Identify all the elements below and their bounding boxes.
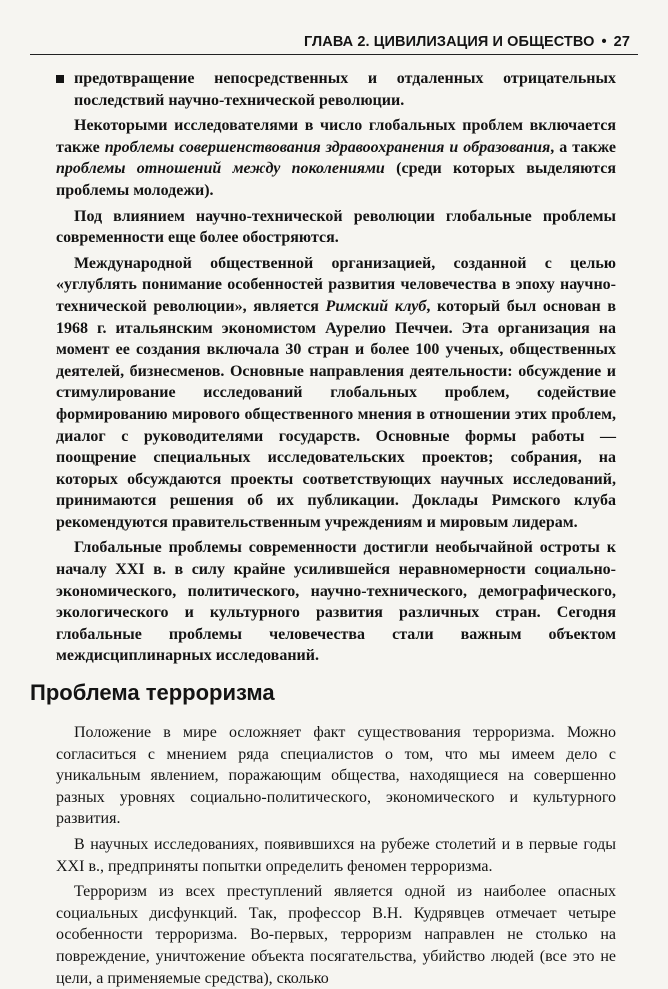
chapter-title: ГЛАВА 2. ЦИВИЛИЗАЦИЯ И ОБЩЕСТВО <box>304 34 595 50</box>
page-number: 27 <box>613 34 630 50</box>
square-bullet-icon <box>56 75 64 83</box>
emphasis-health-education: проблемы совершенствования здравоохранения и образования <box>104 138 551 156</box>
section-heading: Проблема терроризма <box>30 680 275 705</box>
running-header-text <box>304 34 630 50</box>
paragraph: Некоторыми исследователями в число глобальных проблем включается также проблемы совершенствования здравоохранения и образования, а также проблемы отношений между поколениями (среди которых выделяются проблемы молодежи). <box>56 117 617 199</box>
paragraph: Под влиянием научно-технической революции глобальные проблемы современности еще более обостряются. <box>56 207 616 247</box>
upper-text-block <box>56 68 616 667</box>
bullet-item: предотвращение непосредственных и отдаленных отрицательных последствий научно-технической революции. <box>56 68 616 111</box>
paragraph: В научных исследованиях, появившихся на рубеже столетий и в первые годы XXI в., предприняты попытки определить феномен терроризма. <box>56 835 616 875</box>
running-header <box>30 14 638 55</box>
emphasis-roman-club: Римский клуб <box>325 297 427 315</box>
paragraph: Положение в мире осложняет факт существования терроризма. Можно согласиться с мнением ряда специалистов о том, что мы имеем дело с уникальным явлением, поражающим общества, находящиеся на совершенно разных уровнях социально-политического, экономического и культурного развития. <box>56 724 616 828</box>
paragraph: Международной общественной организацией, созданной с целью «углублять понимание особенностей развития человечества в эпоху научно-технической революции», является Римский клуб, который был основан в 1968 г. итальянским экономистом Аурелио Печчеи. Эта организация на момент ее создания включала 30 стран и более 100 ученых, общественных деятелей, бизнесменов. Основные направления деятельности: обсуждение и стимулирование исследований глобальных проблем, содействие формированию мирового общественного мнения в отношении этих проблем, диалог с руководителями государств. Основные формы работы — поощрение специальных исследовательских проектов; собрания, на которых обсуждаются проекты соответствующих научных исследований, принимаются решения об их публикации. Доклады Римского клуба рекомендуются правительственным учреждениям и мировым лидерам. <box>56 254 616 531</box>
paragraph: Глобальные проблемы современности достигли необычайной остроты к началу XXI в. в силу крайне усилившейся неравномерности социально-экономического, политического, научно-технического, демографического, экологического и культурного развития различных стран. Сегодня глобальные проблемы человечества стали важным объектом междисциплинарных исследований. <box>56 539 616 665</box>
header-separator: • <box>601 34 607 50</box>
paragraph: Терроризм из всех преступлений является одной из наиболее опасных социальных дисфункций. Так, профессор В.Н. Кудрявцев отмечает четыре особенности терроризма. Во-первых, терроризм направлен не столько на повреждение, уничтожение объекта посягательства, убийство людей (все это не цели, а применяемые средства), сколько <box>56 883 616 987</box>
emphasis-generations: проблемы отношений между поколениями <box>56 160 385 178</box>
lower-text-block <box>56 722 616 989</box>
